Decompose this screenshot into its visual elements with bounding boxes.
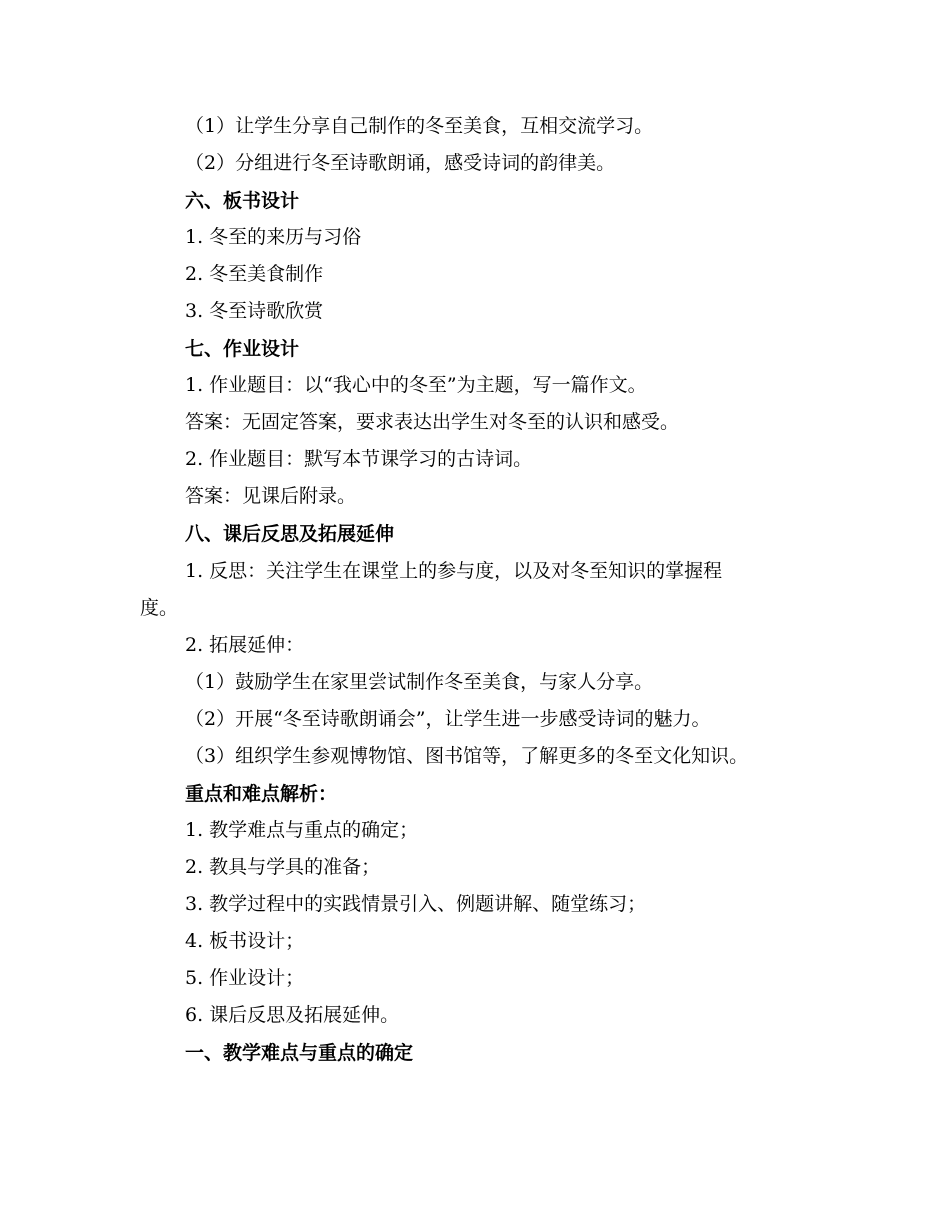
list-item: 3. 教学过程中的实践情景引入、例题讲解、随堂练习； (185, 893, 647, 915)
list-item: 2. 教具与学具的准备； (185, 856, 381, 878)
list-item: 2. 冬至美食制作 (185, 263, 324, 285)
paragraph-line: （1）让学生分享自己制作的冬至美食，互相交流学习。 (185, 115, 654, 137)
sub-list-item: （2）开展“冬至诗歌朗诵会”，让学生进一步感受诗词的魅力。 (185, 708, 711, 730)
paragraph-line: （2）分组进行冬至诗歌朗诵，感受诗词的韵律美。 (185, 152, 616, 174)
list-item: 2. 作业题目：默写本节课学习的古诗词。 (185, 448, 533, 470)
answer-line: 答案：无固定答案，要求表达出学生对冬至的认识和感受。 (185, 411, 680, 433)
list-item: 1. 反思：关注学生在课堂上的参与度，以及对冬至知识的掌握程 (185, 560, 723, 582)
paragraph-continuation: 度。 (140, 597, 179, 619)
list-item: 1. 冬至的来历与习俗 (185, 226, 362, 248)
list-item: 6. 课后反思及拓展延伸。 (185, 1004, 400, 1026)
section-heading: 一、教学难点与重点的确定 (185, 1042, 414, 1064)
sub-list-item: （1）鼓励学生在家里尝试制作冬至美食，与家人分享。 (185, 671, 654, 693)
section-heading: 六、板书设计 (185, 190, 300, 212)
section-heading: 八、课后反思及拓展延伸 (185, 523, 395, 545)
answer-line: 答案：见课后附录。 (185, 485, 357, 507)
section-heading: 重点和难点解析： (185, 783, 338, 805)
list-item: 3. 冬至诗歌欣赏 (185, 300, 324, 322)
sub-list-item: （3）组织学生参观博物馆、图书馆等，了解更多的冬至文化知识。 (185, 745, 749, 767)
list-item: 1. 教学难点与重点的确定； (185, 819, 419, 841)
section-heading: 七、作业设计 (185, 338, 300, 360)
list-item: 5. 作业设计； (185, 967, 305, 989)
list-item: 2. 拓展延伸： (185, 634, 305, 656)
list-item: 1. 作业题目：以“我心中的冬至”为主题，写一篇作文。 (185, 374, 647, 396)
list-item: 4. 板书设计； (185, 930, 305, 952)
